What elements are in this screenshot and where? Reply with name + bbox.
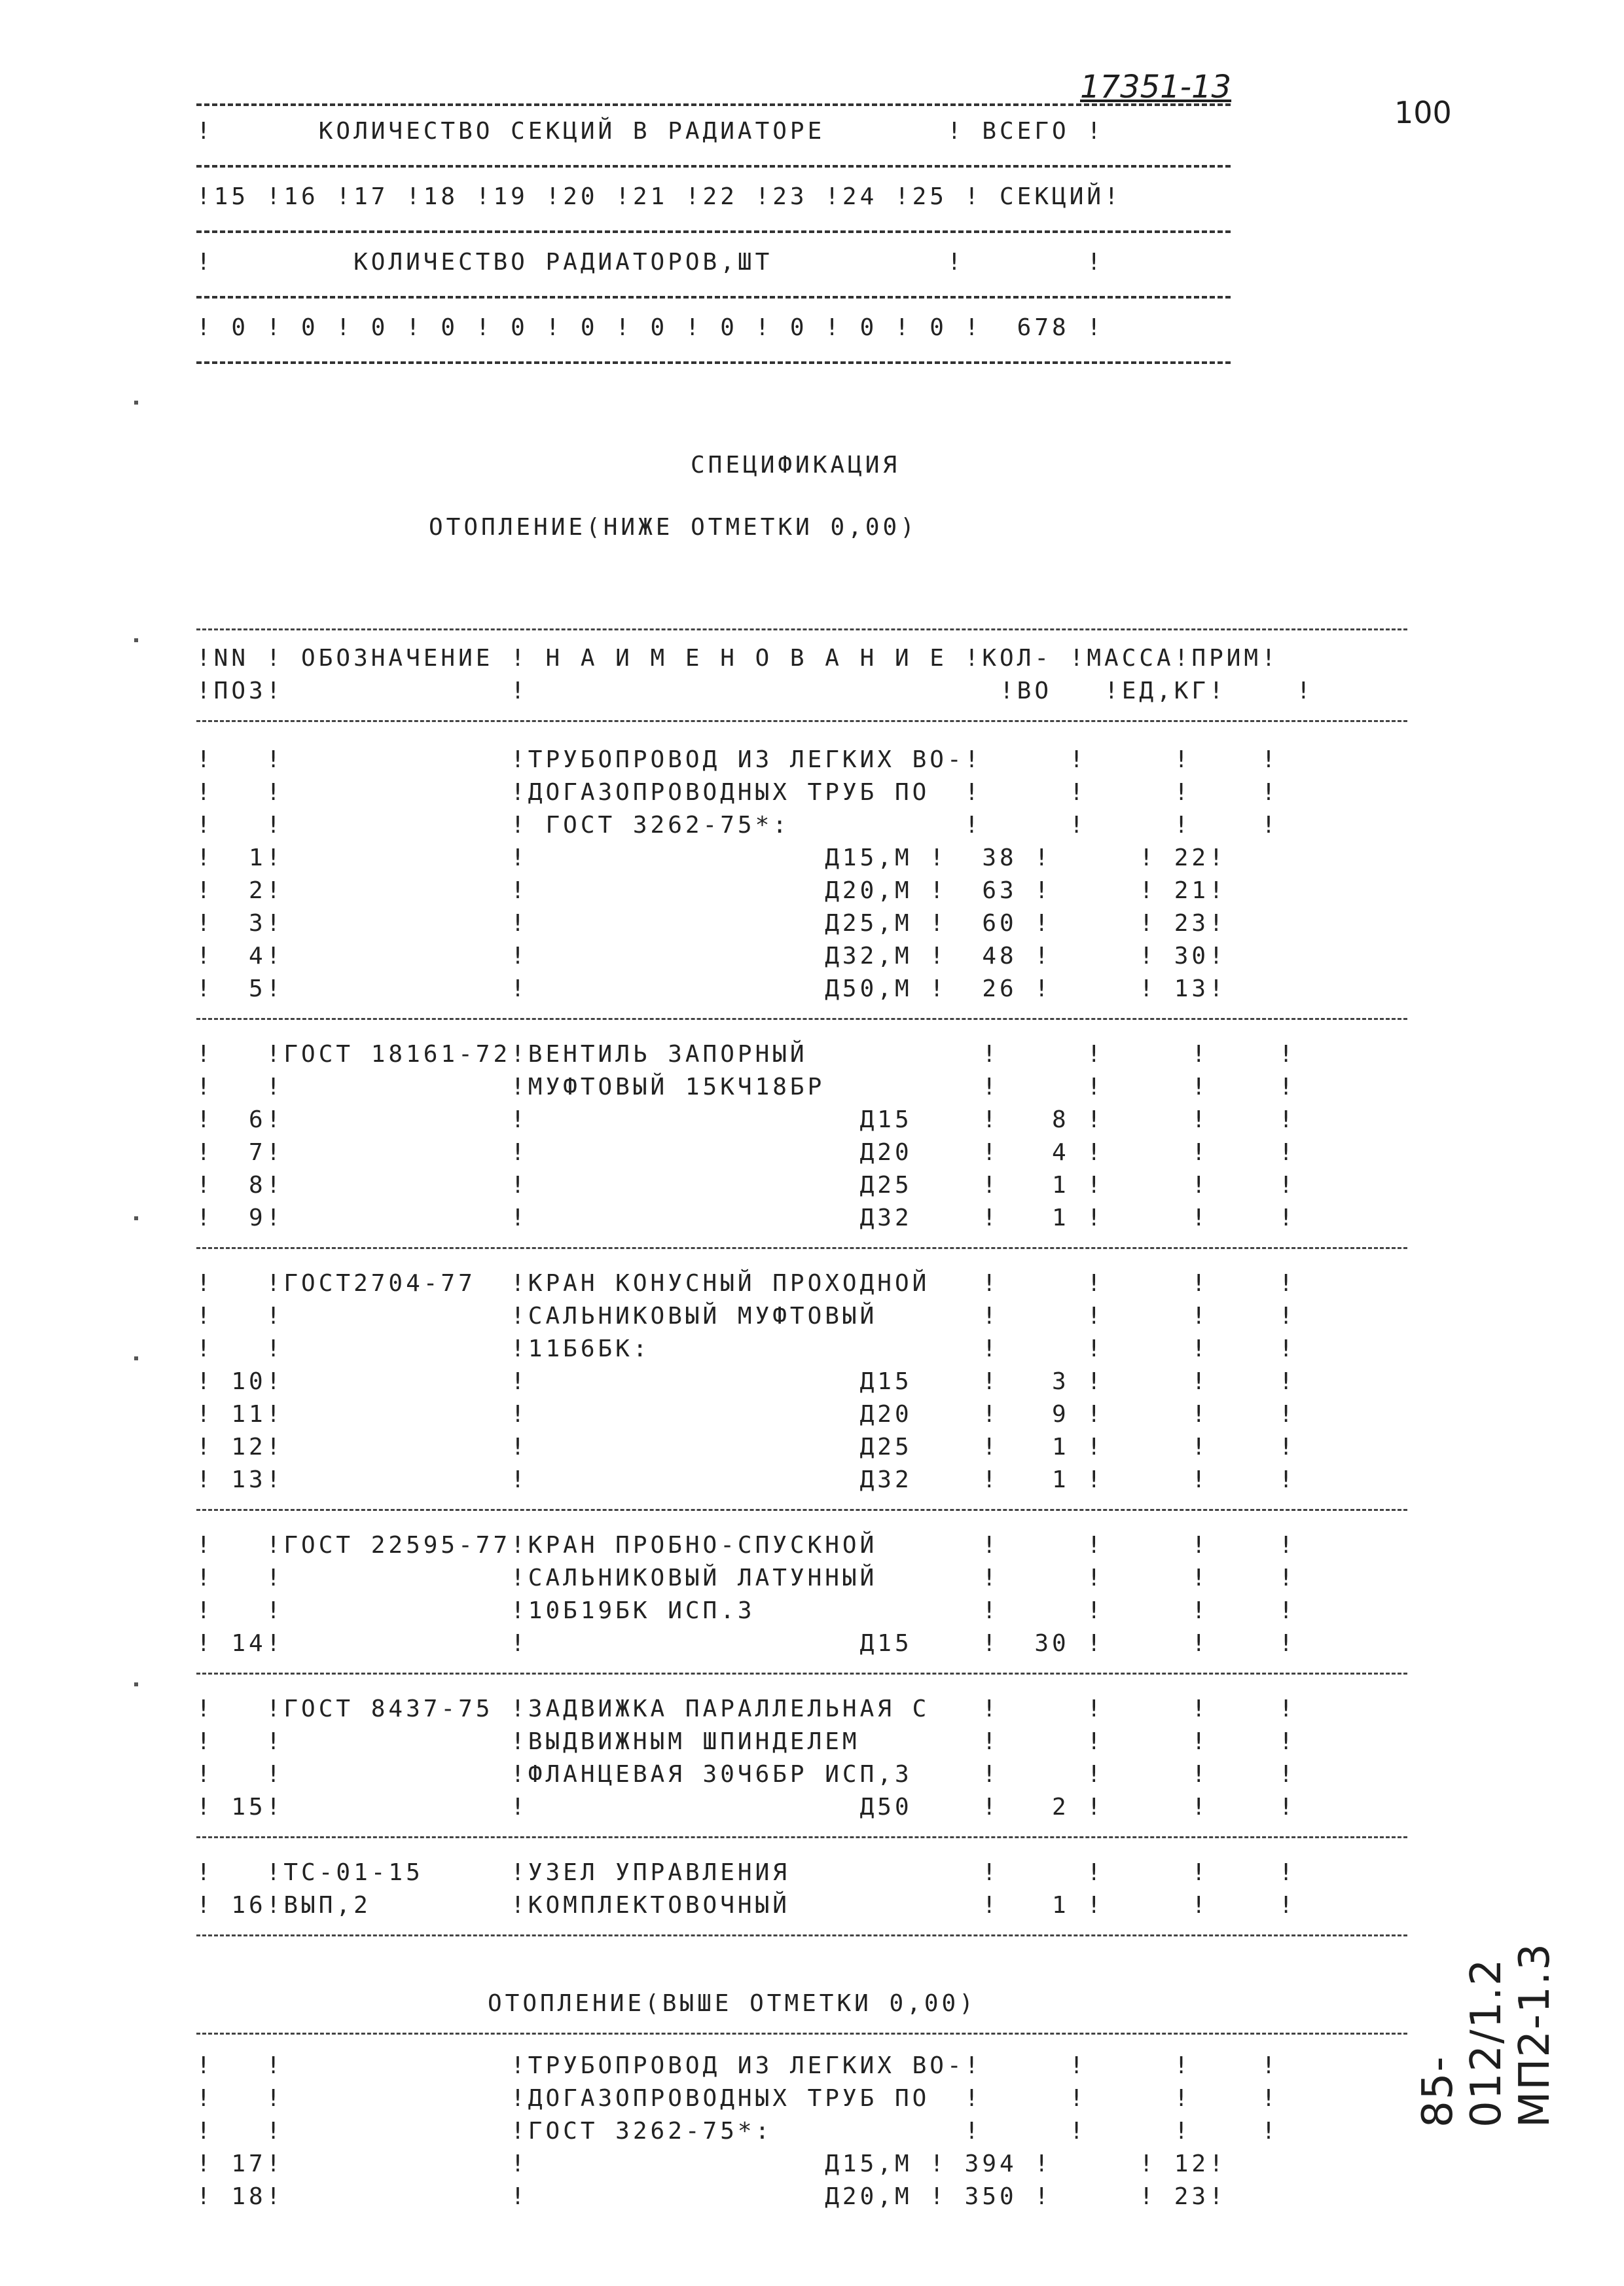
spec-row: ! !ГОСТ2704-77 !КРАН КОНУСНЫЙ ПРОХОДНОЙ ! ! ! !: [196, 1270, 1297, 1297]
divider: [196, 361, 1231, 364]
radiator-header-line: ! КОЛИЧЕСТВО СЕКЦИЙ В РАДИАТОРЕ ! ВСЕГО !: [196, 118, 1105, 145]
spec-header-line-2: !ПОЗ! ! !ВО !ЕД,КГ! !: [196, 678, 1314, 704]
spec-row: ! !ГОСТ 22595-77!КРАН ПРОБНО-СПУСКНОЙ ! ! ! !: [196, 1532, 1297, 1559]
divider: [196, 296, 1231, 299]
spec-row: ! ! !МУФТОВЫЙ 15КЧ18БР ! ! ! !: [196, 1074, 1297, 1100]
margin-mark: [134, 1682, 138, 1686]
heating-below-title: ОТОПЛЕНИЕ(НИЖЕ ОТМЕТКИ 0,00): [429, 514, 918, 541]
spec-row: ! 15! ! Д50 ! 2 ! ! !: [196, 1794, 1297, 1821]
spec-row: ! ! !ТРУБОПРОВОД ИЗ ЛЕГКИХ ВО-! ! ! !: [196, 746, 1279, 773]
spec-row: ! ! !ДОГАЗОПРОВОДНЫХ ТРУБ ПО ! ! ! !: [196, 2085, 1279, 2112]
divider: [196, 1673, 1407, 1675]
spec-row: ! 1! ! Д15,М ! 38 ! ! 22!: [196, 844, 1227, 871]
spec-row: ! 14! ! Д15 ! 30 ! ! !: [196, 1630, 1297, 1657]
spec-row: ! !ГОСТ 8437-75 !ЗАДВИЖКА ПАРАЛЛЕЛЬНАЯ С ! ! ! !: [196, 1696, 1297, 1722]
heating-above-title: ОТОПЛЕНИЕ(ВЫШЕ ОТМЕТКИ 0,00): [488, 1990, 977, 2017]
spec-row: ! ! !ТРУБОПРОВОД ИЗ ЛЕГКИХ ВО-! ! ! !: [196, 2052, 1279, 2079]
spec-row: ! 7! ! Д20 ! 4 ! ! !: [196, 1139, 1297, 1166]
spec-row: ! ! !10Б19БК ИСП.3 ! ! ! !: [196, 1597, 1297, 1624]
radiator-numbers-line: !15 !16 !17 !18 !19 !20 !21 !22 !23 !24 !25 ! СЕКЦИЙ!: [196, 183, 1122, 210]
spec-title: СПЕЦИФИКАЦИЯ: [691, 452, 901, 479]
spec-row: ! !ГОСТ 18161-72!ВЕНТИЛЬ ЗАПОРНЫЙ ! ! ! !: [196, 1041, 1297, 1068]
margin-mark: [134, 1356, 138, 1360]
divider: [196, 230, 1231, 233]
spec-row: ! ! ! ГОСТ 3262-75*: ! ! ! !: [196, 812, 1279, 839]
margin-mark: [134, 1216, 138, 1220]
radiator-values-line: ! 0 ! 0 ! 0 ! 0 ! 0 ! 0 ! 0 ! 0 ! 0 ! 0 ! 0 ! 678 !: [196, 314, 1105, 341]
sheet-number: 100: [1394, 95, 1452, 130]
spec-row: ! 16!ВЫП,2 !КОМПЛЕКТОВОЧНЫЙ ! 1 ! ! !: [196, 1892, 1297, 1919]
spec-row: ! 11! ! Д20 ! 9 ! ! !: [196, 1401, 1297, 1428]
spec-row: ! 17! ! Д15,М ! 394 ! ! 12!: [196, 2150, 1227, 2177]
spec-row: ! !ТС-01-15 !УЗЕЛ УПРАВЛЕНИЯ ! ! ! !: [196, 1859, 1297, 1886]
spec-row: ! 2! ! Д20,М ! 63 ! ! 21!: [196, 877, 1227, 904]
divider: [196, 1018, 1407, 1020]
radiator-subheader-line: ! КОЛИЧЕСТВО РАДИАТОРОВ,ШТ ! !: [196, 249, 1105, 276]
divider: [196, 1934, 1407, 1936]
divider: [196, 1836, 1407, 1838]
spec-row: ! 10! ! Д15 ! 3 ! ! !: [196, 1368, 1297, 1395]
margin-mark: [134, 401, 138, 405]
spec-row: ! 9! ! Д32 ! 1 ! ! !: [196, 1205, 1297, 1231]
spec-row: ! 18! ! Д20,М ! 350 ! ! 23!: [196, 2183, 1227, 2210]
divider: [196, 1509, 1407, 1511]
divider: [196, 103, 1231, 106]
spec-header-line-1: !NN ! ОБОЗНАЧЕНИЕ ! Н А И М Е Н О В А Н И Е !КОЛ- !МАССА!ПРИМ!: [196, 645, 1279, 672]
spec-row: ! ! !ВЫДВИЖНЫМ ШПИНДЕЛЕМ ! ! ! !: [196, 1728, 1297, 1755]
spec-row: ! 12! ! Д25 ! 1 ! ! !: [196, 1434, 1297, 1460]
spec-row: ! ! !11Б6БК: ! ! ! !: [196, 1335, 1297, 1362]
spec-row: ! ! !ДОГАЗОПРОВОДНЫХ ТРУБ ПО ! ! ! !: [196, 779, 1279, 806]
spec-row: ! 6! ! Д15 ! 8 ! ! !: [196, 1106, 1297, 1133]
side-document-code: 85-012/1.2 МП2-1.3: [1414, 1942, 1559, 2128]
divider: [196, 720, 1407, 722]
spec-row: ! ! !ФЛАНЦЕВАЯ 30Ч6БР ИСП,3 ! ! ! !: [196, 1761, 1297, 1788]
divider: [196, 1247, 1407, 1249]
document-code: 17351-13: [1080, 69, 1232, 105]
divider: [196, 628, 1407, 630]
spec-row: ! 13! ! Д32 ! 1 ! ! !: [196, 1466, 1297, 1493]
spec-row: ! ! !САЛЬНИКОВЫЙ МУФТОВЫЙ ! ! ! !: [196, 1303, 1297, 1330]
divider: [196, 165, 1231, 168]
spec-row: ! 5! ! Д50,М ! 26 ! ! 13!: [196, 975, 1227, 1002]
spec-row: ! 8! ! Д25 ! 1 ! ! !: [196, 1172, 1297, 1199]
spec-row: ! ! !ГОСТ 3262-75*: ! ! ! !: [196, 2118, 1279, 2145]
spec-row: ! ! !САЛЬНИКОВЫЙ ЛАТУННЫЙ ! ! ! !: [196, 1565, 1297, 1591]
divider: [196, 2033, 1407, 2035]
spec-row: ! 3! ! Д25,М ! 60 ! ! 23!: [196, 910, 1227, 937]
spec-row: ! 4! ! Д32,М ! 48 ! ! 30!: [196, 943, 1227, 970]
margin-mark: [134, 638, 138, 642]
